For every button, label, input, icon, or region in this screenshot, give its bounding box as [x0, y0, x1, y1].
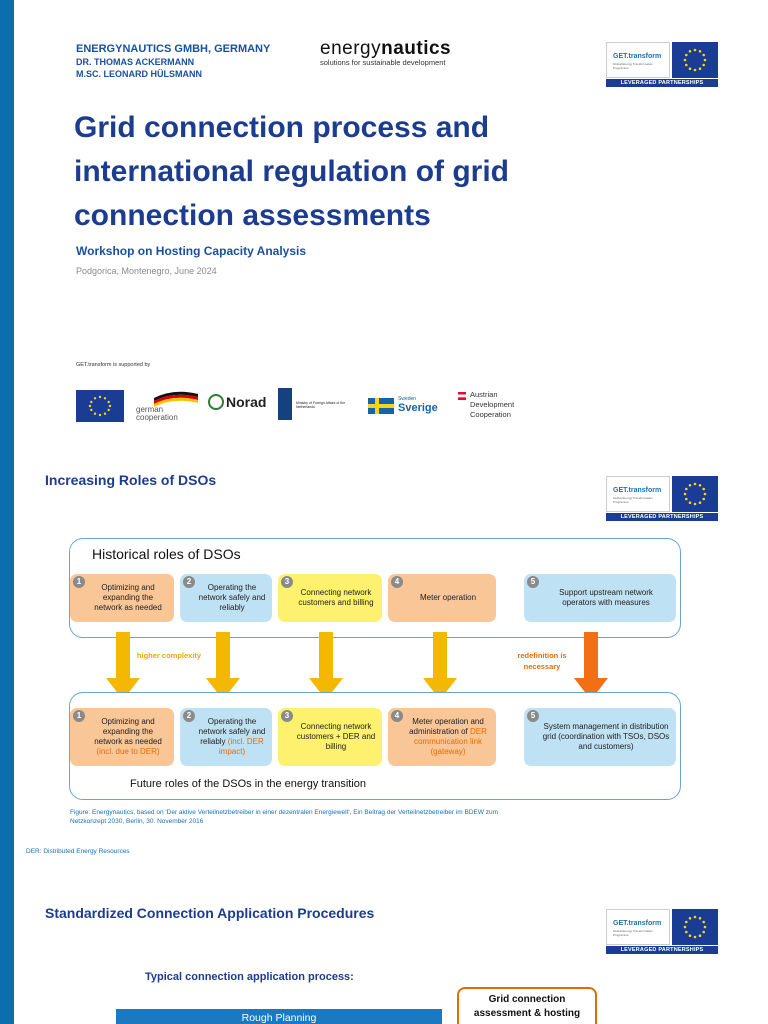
energynautics-logo: energynautics solutions for sustainable development	[320, 38, 452, 67]
eu-flag-icon	[672, 42, 718, 78]
slide-connection-procedures	[14, 867, 768, 1024]
future-role-2: 2 Operating the network safely and reliably (incl. DER impact)	[180, 708, 272, 766]
norad-logo: Norad	[208, 394, 266, 410]
get-transform-logo: GET.transform Global Energy Transformation Programme LEVERAGED PARTNERSHIPS	[606, 42, 718, 86]
slide-title: Standardized Connection Application Procedures	[45, 905, 375, 921]
historical-role-4: 4 Meter operation	[388, 574, 496, 622]
future-role-5: 5 System management in distribution grid (coordination with TSOs, DSOs and customers)	[524, 708, 676, 766]
future-role-1: 1 Optimizing and expanding the network as needed (incl. due to DER)	[70, 708, 174, 766]
author-2: M.SC. LEONARD HÜLSMANN	[76, 69, 202, 79]
supporter-logos	[76, 388, 576, 424]
historical-role-3: 3 Connecting network customers and billing	[278, 574, 382, 622]
eu-flag-icon	[672, 476, 718, 512]
company-name: ENERGYNAUTICS GMBH, GERMANY	[76, 43, 271, 55]
grid-assessment-box: Grid connection assessment & hosting	[457, 987, 597, 1024]
historical-role-2: 2 Operating the network safely and reliably	[180, 574, 272, 622]
der-footnote: DER: Distributed Energy Resources	[26, 848, 130, 855]
historical-role-1: 1 Optimizing and expanding the network as needed	[70, 574, 174, 622]
presentation-title: Grid connection process and international regulation of grid connection assessments	[74, 111, 509, 232]
netherlands-ministry-logo: Ministry of Foreign Affairs of the Netherlands	[278, 388, 358, 424]
german-cooperation-logo: german cooperation	[134, 388, 200, 424]
slide-separator	[0, 433, 14, 434]
left-accent-bar	[0, 0, 14, 1024]
slide-dso-roles	[14, 434, 768, 866]
supported-by-label: GET.transform is supported by	[76, 362, 151, 368]
future-role-4: 4 Meter operation and administration of DER communication link (gateway)	[388, 708, 496, 766]
eu-flag-icon	[672, 909, 718, 945]
sweden-logo: Sweden Sverige	[368, 396, 438, 418]
location-date: Podgorica, Montenegro, June 2024	[76, 266, 217, 276]
historical-role-5: 5 Support upstream network operators with measures	[524, 574, 676, 622]
future-roles-heading: Future roles of the DSOs in the energy transition	[130, 778, 367, 790]
get-transform-logo: GET.transform Global Energy Transformation Programme LEVERAGED PARTNERSHIPS	[606, 476, 718, 520]
note-higher-complexity: higher complexity	[136, 651, 202, 660]
rough-planning-bar: Rough Planning	[116, 1009, 442, 1024]
figure-caption: Figure: Energynautics, based on 'Der aktive Verteilnetzbetreiber in einer dezentralen Energiewelt', Ein Beitrag der Verteilnetzbetreiber im BDEW zum Netzkonzept 2030, Berlin, 30. November 2016	[70, 809, 499, 825]
author-1: DR. THOMAS ACKERMANN	[76, 57, 195, 67]
slide-title: Increasing Roles of DSOs	[45, 472, 217, 488]
slide-title-page	[14, 0, 768, 433]
note-redefinition: redefinition is necessary	[517, 651, 567, 671]
presentation-subtitle: Workshop on Hosting Capacity Analysis	[76, 244, 307, 258]
process-subtitle: Typical connection application process:	[145, 971, 354, 983]
slide-separator	[0, 866, 14, 867]
get-transform-logo: GET.transform Global Energy Transformation Programme LEVERAGED PARTNERSHIPS	[606, 909, 718, 953]
austrian-development-logo: Austrian Development Cooperation	[458, 390, 538, 426]
future-role-3: 3 Connecting network customers + DER and billing	[278, 708, 382, 766]
historical-roles-heading: Historical roles of DSOs	[92, 546, 241, 562]
eu-flag-icon	[76, 390, 124, 422]
